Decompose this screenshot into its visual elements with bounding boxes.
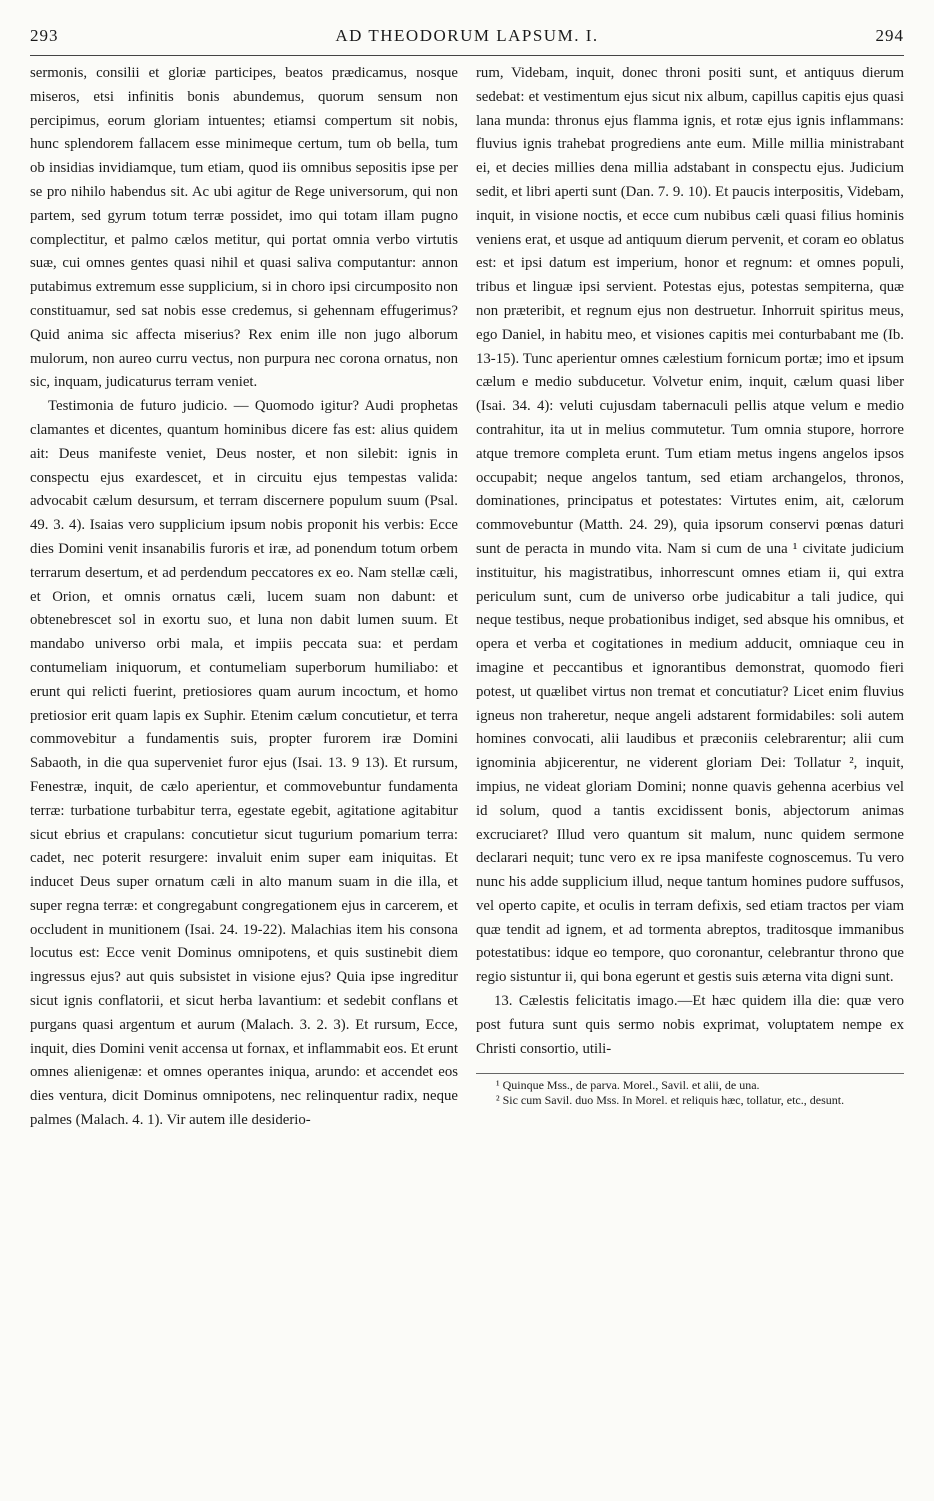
running-header xyxy=(30,26,904,56)
text-columns xyxy=(30,62,904,1133)
running-title: AD THEODORUM LAPSUM. I. xyxy=(335,26,599,45)
footnote-2: ² Sic cum Savil. duo Mss. In Morel. et reliquis hæc, tollatur, etc., desunt. xyxy=(496,1093,845,1108)
footnotes xyxy=(476,1073,904,1108)
footnote-1: ¹ Quinque Mss., de parva. Morel., Savil. et alii, de una. xyxy=(496,1078,760,1093)
left-paragraph-2: Testimonia de futuro judicio. — Quomodo igitur? Audi prophetas clamantes et dicentes, quantum hominibus dicere fas est: alius quidem ait: Deus manifeste veniet, Deus noster, et non silebit: ignis in conspectu ejus exardescet, et in circuitu ejus tempestas valida: advocabit cælum desursum, et terram discernere populum suum (Psal. 49. 3. 4). Isaias vero supplicium ipsum nobis proponit his verbis: Ecce dies Domini venit insanabilis furoris et iræ, ad ponendum totum orbem terrarum desertum, et ad perdendum peccatores ex eo. Nam stellæ cæli, et Orion, et omnis ornatus cæli, lucem suam non dabunt: et obtenebrescet sol in exortu suo, et luna non dabit lumen suum. Et mandabo universo orbi mala, et impiis peccata sua: et perdam contumeliam iniquorum, et contumeliam superborum humiliabo: et erunt qui relicti fuerint, pretiosiores quam aurum incoctum, et homo pretiosior erit quam lapis ex Suphir. Etenim cælum concutietur, et terra commovebitur a fundamentis suis, propter furorem iræ Domini Sabaoth, in die qua superveniet furor ejus (Isai. 13. 9 13). Et rursum, Fenestræ, inquit, de cælo aperientur, et commovebuntur fundamenta terræ: turbatione turbabitur terra, egestate egebit, agitatione agitabitur sicut ebrius et crapulans: concutietur sicut tugurium pomarium terra: cadet, nec poterit resurgere: invaluit enim super eam iniquitas. Et inducet Deus super ornatum cæli in alto manum suam in die illa, et super regna terræ: et congregabunt congregationem ejus in carcerem, et occludent in munitionem (Isai. 24. 19-22). Malachias item his consona locutus est: Ecce venit Dominus omnipotens, et quis sustinebit diem ingressus ejus? aut quis subsistet in visione ejus? Quia ipse ingreditur sicut ignis conflatorii, et sicut herba lavantium: et sedebit conflans et purgans quasi argentum et aurum (Malach. 3. 2. 3). Et rursum, Ecce, inquit, dies Domini venit accensa ut fornax, et inflammabit eos. Et erunt omnes alienigenæ: et omnes operantes iniqua, arundo: et accendet eos dies ventura, dicit Dominus omnipotens, nec relinquentur radix, neque palmes (Malach. 4. 1). Vir autem ille desiderio- xyxy=(30,398,458,1129)
page-number-left: 293 xyxy=(30,26,59,45)
page-number-right: 294 xyxy=(875,26,904,45)
right-paragraph-2: 13. Cælestis felicitatis imago.—Et hæc quidem illa die: quæ vero post futura sunt quis sermo nobis exprimat, voluptatem nempe ex Christi consortio, utili- xyxy=(476,993,904,1057)
left-column xyxy=(30,62,458,1133)
right-column xyxy=(476,62,904,1133)
left-paragraph-1: sermonis, consilii et gloriæ participes, beatos prædicamus, nosque miseros, etsi infinitis bonis abundemus, quorum sensum non percipimus, eorum gloriam intuentes; etiamsi compertum sit nobis, hunc splendorem fallacem esse minimeque certum, tum ob bella, tum ob insidias invidiamque, tum etiam, quod iis omnibus sepositis ipse per se pro nihilo habendus sit. Ac ubi agitur de Rege universorum, qui non partem, sed gyrum totum terræ possidet, imo qui totam illam pugno complectitur, et palmo cælos metitur, qui portat omnia verbo virtutis suæ, cui omnes gentes quasi nihil et quasi saliva computantur: annon putabimus extremum esse supplicium, si in choro ipsi circumposito non constituamur, sed sat nobis esse credemus, si gehennam effugerimus? Quid anima sic affecta miserius? Rex enim ille non jugo alborum mulorum, non aureo curru vectus, non purpura nec corona ornatus, non sic, inquam, judicaturus terram veniet. xyxy=(30,65,458,391)
right-paragraph-1: rum, Videbam, inquit, donec throni positi sunt, et antiquus dierum sedebat: et vestimentum ejus sicut nix album, capillus capitis ejus quasi lana munda: thronus ejus flamma ignis, et rotæ ejus ignis inflammans: fluvius ignis trahebat progrediens ante eum. Mille millia ministrabant ei, et decies millies dena millia adstabant in conspectu ejus. Judicium sedit, et libri aperti sunt (Dan. 7. 9. 10). Et paucis interpositis, Videbam, inquit, in visione noctis, et ecce cum nubibus cæli quasi filius hominis veniens erat, et usque ad antiquum dierum pervenit, et coram eo oblatus est: et ipsi datum est imperium, honor et regnum: et omnes populi, tribus et linguæ ipsi servient. Potestas ejus, potestas sempiterna, quæ non præteribit, et regnum ejus non destruetur. Inhorruit spiritus meus, ego Daniel, in habitu meo, et visiones capitis mei conturbabant me (Ib. 13-15). Tunc aperientur omnes cælestium fornicum portæ; imo et ipsum cælum e medio subducetur. Volvetur enim, inquit, cælum quasi liber (Isai. 34. 4): veluti cujusdam tabernaculi pellis atque velum e medio contrahitur, ita ut in melius commutetur. Tum omnia stupore, horrore atque tremore completa erunt. Tum etiam metus ingens angelos ipsos occupabit; neque angelos tantum, sed etiam archangelos, thronos, dominationes, principatus et potestates: Virtutes enim, ait, cælorum commovebuntur (Matth. 24. 29), quia ipsorum conservi pœnas daturi sunt de peracta in mundo vita. Nam si cum de una ¹ civitate judicium instituitur, his magistratibus, inhorrescunt omnes etiam ii, qui extra periculum sunt, cum de universo orbe judicabitur a tali judice, qui neque testibus, neque probationibus indiget, sed absque his omnibus, et opera et verba et cogitationes in medium adducit, omniaque ceu in imagine et peccantibus et ignorantibus demonstrat, quomodo fieri potest, ut quælibet virtus non tremat et concutiatur? Licet enim fluvius igneus non traheretur, neque angeli adstarent formidabiles: soli autem homines convocati, alii laudibus et præconiis celebrarentur; alii cum ignominia abjicerentur, ne viderent gloriam Dei: Tollatur ², inquit, impius, ne videat gloriam Domini; nonne quavis gehenna acerbius vel id solum, quod a tantis excidissent bonis, abjectorum animas excruciaret? Illud vero quantum sit malum, nunc quidem sermone declarari nequit; tunc vero ex re ipsa manifeste cognoscemus. Tu vero nunc his adde supplicium illud, neque tantum homines pudore suffusos, vel operto capite, et oculis in terram defixis, sed etiam tractos per viam quæ tendit ad ignem, et ad tormenta abreptos, traditosque immanibus potestatibus: idque eo tempore, quo coronantur, celebrantur throno que regio sistuntur ii, qui bona egerunt et gestis suis æterna vita digni sunt. xyxy=(476,65,904,986)
